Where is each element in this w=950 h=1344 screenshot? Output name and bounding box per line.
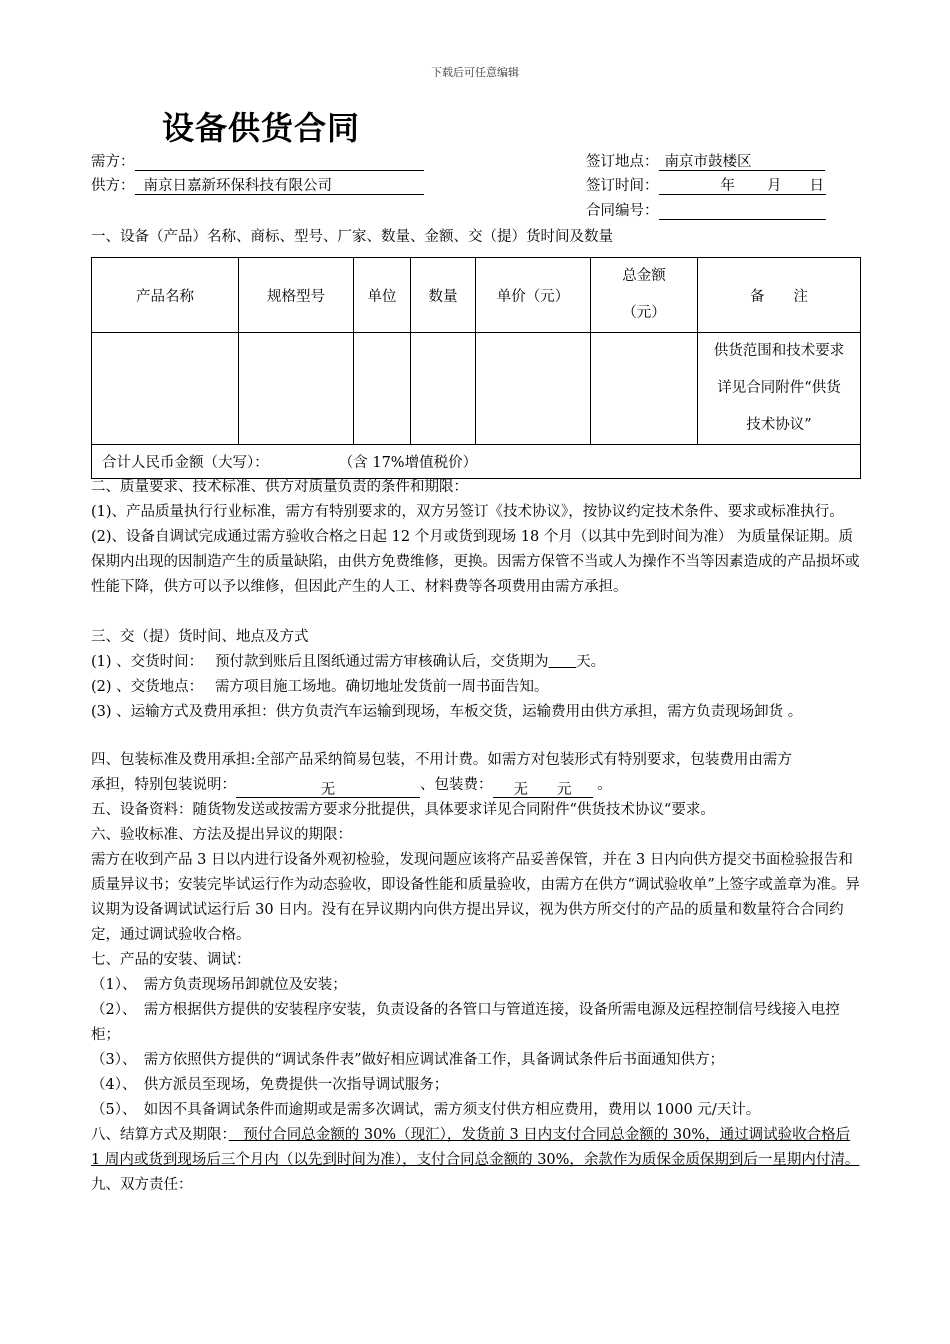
remark-line-1: 供货范围和技术要求 — [713, 343, 845, 359]
total-tax-note: （含 17%增值税价） — [338, 455, 478, 471]
document-title: 设备供货合同 — [162, 109, 361, 147]
header-product-name: 产品名称 — [92, 258, 239, 333]
place-label: 签订地点： — [586, 154, 659, 170]
time-label: 签订时间： — [586, 178, 659, 194]
supplier-field — [91, 177, 424, 195]
section4-special-label: 承担，特别包装说明： — [91, 777, 236, 793]
header-unit-price: 单价（元） — [476, 258, 591, 333]
time-year: 年 — [720, 178, 735, 194]
cell-quantity[interactable] — [411, 333, 476, 445]
time-field — [586, 177, 826, 195]
section1-heading: 一、设备（产品）名称、商标、型号、厂家、数量、金额、交（提）货时间及数量 — [91, 229, 613, 245]
header-total-amount-line2: （元） — [622, 305, 666, 321]
section2 — [91, 475, 861, 600]
section2-item2: (2)、设备自调试完成通过需方验收合格之日起 12 个月或货到现场 18 个月（以其中先到时间为准） 为质量保证期。质保期内出现的因制造产生的质量缺陷，由供方免费维修，更换。因需方保管不当或人为操作不当等因素造成的产品损坏或性能下降，供方可以予以维修，但因此产生的人工、材料费等各项费用由需方承担。 — [91, 529, 860, 595]
cell-remarks — [698, 333, 861, 445]
table-row — [92, 333, 861, 445]
cell-spec-model[interactable] — [239, 333, 354, 445]
section4-fee-label: 、包装费： — [420, 777, 493, 793]
time-value[interactable] — [659, 177, 826, 195]
section5-6 — [91, 798, 861, 948]
supplier-value[interactable]: 南京日嘉新环保科技有限公司 — [135, 177, 424, 195]
cell-unit-price[interactable] — [476, 333, 591, 445]
section7-item: （5）、 如因不具备调试条件而逾期或是需多次调试，需方须支付供方相应费用，费用以 1000 元/天计。 — [91, 1102, 761, 1118]
time-month: 月 — [767, 178, 782, 194]
supplier-label: 供方： — [91, 178, 135, 194]
section8-body: 预付合同总金额的 30%（现汇），发货前 3 日内支付合同总金额的 30%，通过调试验收合格后 1 周内或货到现场后三个月内（以先到时间为准），支付合同总金额的 30%，余款作为质保金质保期到后一星期内付清。 — [91, 1127, 860, 1168]
contract-no-value[interactable] — [659, 202, 826, 220]
section4 — [91, 748, 861, 798]
contract-no-label: 合同编号： — [586, 203, 659, 219]
section7-heading: 七、产品的安装、调试： — [91, 952, 251, 968]
remark-line-3: 技术协议” — [746, 417, 812, 433]
delivery-days-blank[interactable] — [549, 654, 577, 670]
header-total-amount — [591, 258, 698, 333]
table-header-row — [92, 258, 861, 333]
section7-item: （3）、 需方依照供方提供的“调试条件表”做好相应调试准备工作，具备调试条件后书面通知供方； — [91, 1052, 725, 1068]
section7 — [91, 948, 861, 1123]
section9-heading: 九、双方责任： — [91, 1177, 193, 1193]
section5: 五、设备资料：随货物发送或按需方要求分批提供，具体要求详见合同附件“供货技术协议“要求。 — [91, 802, 715, 818]
section8-9 — [91, 1123, 861, 1198]
section3-item3: (3) 、运输方式及费用承担：供方负责汽车运输到现场，车板交货，运输费用由供方承担，需方负责现场卸货 。 — [91, 704, 803, 720]
section3-item1 — [91, 650, 881, 675]
section4-end: 。 — [592, 777, 612, 793]
product-table — [91, 257, 861, 479]
table-total-row — [92, 445, 861, 479]
section3-item1-text: (1) 、交货时间： 预付款到账后且图纸通过需方审核确认后，交货期为 — [91, 654, 549, 670]
section3-item2: (2) 、交货地点： 需方项目施工场地。确切地址发货前一周书面告知。 — [91, 679, 549, 695]
cell-total-amount[interactable] — [591, 333, 698, 445]
header-note: 下载后可任意编辑 — [431, 66, 519, 79]
section2-heading: 二、质量要求、技术标准、供方对质量负责的条件和期限： — [91, 479, 468, 495]
packaging-fee-value[interactable]: 无 元 — [493, 778, 593, 798]
section8 — [91, 1123, 861, 1173]
section6-body: 需方在收到产品 3 日以内进行设备外观初检验，发现问题应该将产品妥善保管，并在 3 日内向供方提交书面检验报告和质量异议书；安装完毕试运行作为动态验收，即设备性能和质量验收，由需方在供方“调试验收单”上签字或盖章为准。异议期为设备调试试运行后 30 日内。没有在异议期内向供方提出异议，视为供方所交付的产品的质量和数量符合合同约定，通过调试验收合格。 — [91, 852, 860, 943]
section2-item1: (1)、产品质量执行行业标准，需方有特别要求的，双方另签订《技术协议》，按协议约定技术条件、要求或标准执行。 — [91, 504, 844, 520]
header-total-amount-line1: 总金额 — [622, 268, 666, 284]
special-packaging-value[interactable]: 无 — [236, 778, 420, 798]
cell-product-name[interactable] — [92, 333, 239, 445]
section7-item: （2）、 需方根据供方提供的安装程序安装，负责设备的各管口与管道连接，设备所需电源及远程控制信号线接入电控柜； — [91, 1002, 840, 1043]
place-value[interactable]: 南京市鼓楼区 — [659, 153, 825, 171]
header-remarks: 备 注 — [698, 258, 861, 333]
buyer-field — [91, 153, 424, 171]
total-cell — [92, 445, 861, 479]
remark-line-2: 详见合同附件“供货 — [717, 380, 841, 396]
cell-unit[interactable] — [354, 333, 411, 445]
section4-line1: 四、包装标准及费用承担:全部产品采纳简易包装，不用计费。如需方对包装形式有特别要求，包装费用由需方 — [91, 752, 792, 768]
buyer-label: 需方： — [91, 154, 135, 170]
contract-no-field — [586, 202, 826, 220]
header-unit: 单位 — [354, 258, 411, 333]
section3 — [91, 625, 881, 725]
total-label: 合计人民币金额（大写）： — [102, 455, 269, 471]
section3-item1-unit: 天。 — [576, 654, 606, 670]
section7-item: （4）、 供方派员至现场，免费提供一次指导调试服务； — [91, 1077, 449, 1093]
time-day: 日 — [809, 178, 824, 194]
section3-heading: 三、交（提）货时间、地点及方式 — [91, 629, 309, 645]
section8-label: 八、结算方式及期限： — [91, 1127, 229, 1143]
section7-item: （1）、 需方负责现场吊卸就位及安装； — [91, 977, 347, 993]
place-field — [586, 153, 825, 171]
header-spec-model: 规格型号 — [239, 258, 354, 333]
section6-heading: 六、验收标准、方法及提出异议的期限： — [91, 827, 352, 843]
header-quantity: 数量 — [411, 258, 476, 333]
buyer-value[interactable] — [135, 153, 424, 171]
section4-line2 — [91, 773, 861, 798]
